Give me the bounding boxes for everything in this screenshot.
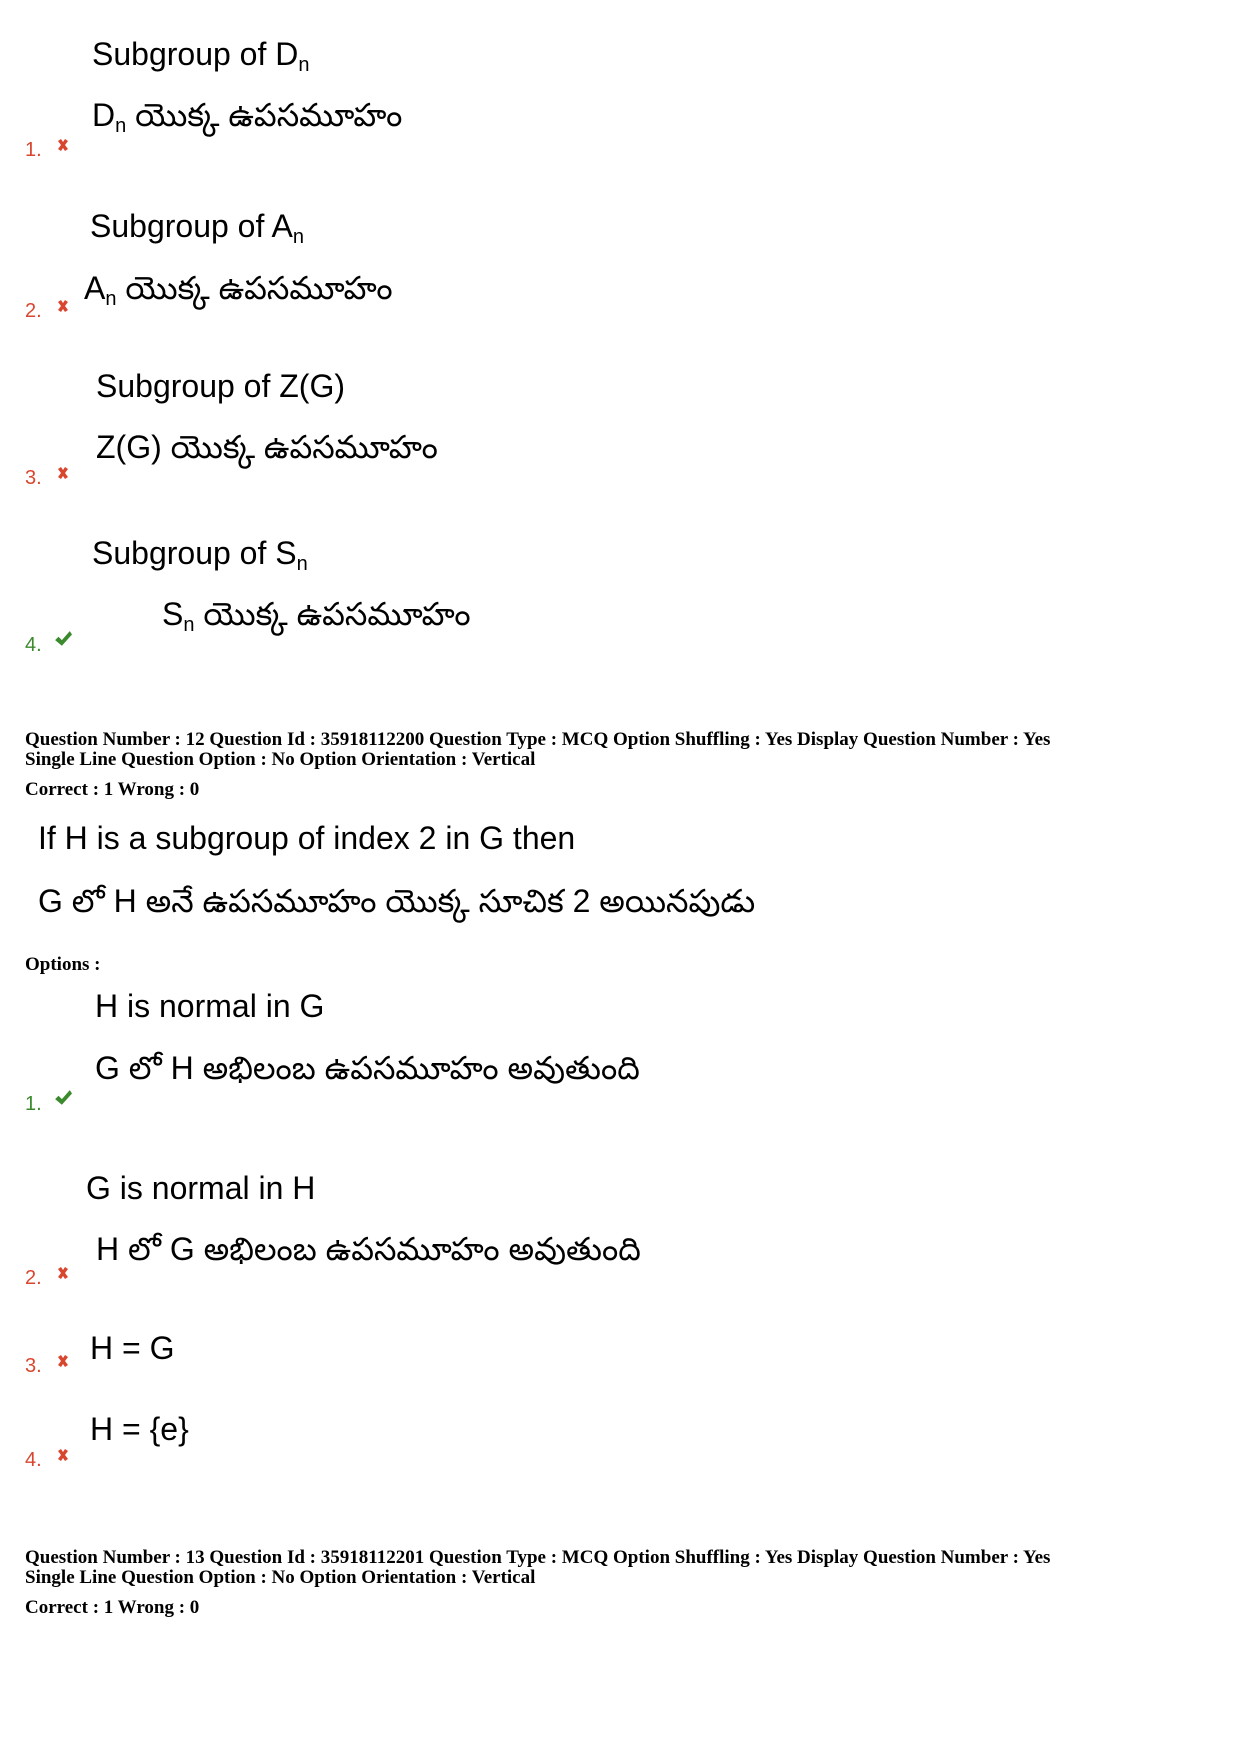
- cross-icon: [55, 1447, 71, 1463]
- prev-option-1-number: 1.: [25, 139, 42, 161]
- q13-marks: Correct : 1 Wrong : 0: [25, 1597, 200, 1618]
- cross-icon: [55, 1265, 71, 1281]
- check-icon: [52, 630, 74, 648]
- cross-icon: [55, 298, 71, 314]
- prev-option-2-number: 2.: [25, 300, 42, 322]
- q12-option-3-en: H = G: [90, 1330, 175, 1366]
- prev-option-4-number: 4.: [25, 634, 42, 656]
- q12-marks: Correct : 1 Wrong : 0: [25, 779, 200, 800]
- q12-option-2-te: H లో G అభిలంబ ఉపసమూహం అవుతుంది: [96, 1231, 641, 1267]
- prev-option-1-te: $D_n$ యొక్క ఉపసమూహం: [92, 97, 403, 137]
- prev-option-1-en: Subgroup of $D_n$: [92, 36, 310, 76]
- q12-option-1-number: 1.: [25, 1093, 42, 1115]
- q12-options-label: Options :: [25, 954, 101, 975]
- q12-option-4-number: 4.: [25, 1449, 42, 1471]
- prev-option-4-en: Subgroup of $S_n$: [92, 535, 308, 575]
- q12-meta-line-1: Question Number : 12 Question Id : 35918112200 Question Type : MCQ Option Shuffling : Yes Display Question Number : Yes: [25, 729, 1051, 750]
- prev-option-3-te: Z(G) యొక్క ఉపసమూహం: [96, 429, 438, 465]
- q12-question-en: If H is a subgroup of index 2 in G then: [38, 820, 576, 856]
- prev-option-3-number: 3.: [25, 467, 42, 489]
- prev-option-4-te: $S_n$ యొక్క ఉపసమూహం: [162, 596, 471, 636]
- cross-icon: [55, 137, 71, 153]
- q12-option-1-te: G లో H అభిలంబ ఉపసమూహం అవుతుంది: [95, 1050, 640, 1086]
- q12-question-te: G లో H అనే ఉపసమూహం యొక్క సూచిక 2 అయినపుడు: [38, 883, 756, 919]
- prev-option-3-en: Subgroup of Z(G): [96, 368, 345, 404]
- prev-option-2-en: Subgroup of $A_n$: [90, 208, 304, 248]
- q12-option-2-en: G is normal in H: [86, 1170, 316, 1206]
- q13-meta-line-1: Question Number : 13 Question Id : 35918112201 Question Type : MCQ Option Shuffling : Yes Display Question Number : Yes: [25, 1547, 1051, 1568]
- check-icon: [52, 1089, 74, 1107]
- prev-option-2-te: $A_n$ యొక్క ఉపసమూహం: [84, 270, 393, 310]
- q12-option-1-en: H is normal in G: [95, 988, 325, 1024]
- q12-meta-line-2: Single Line Question Option : No Option Orientation : Vertical: [25, 749, 536, 770]
- q12-option-4-en: H = {e}: [90, 1411, 189, 1447]
- q12-option-2-number: 2.: [25, 1267, 42, 1289]
- q12-option-3-number: 3.: [25, 1355, 42, 1377]
- cross-icon: [55, 1353, 71, 1369]
- cross-icon: [55, 465, 71, 481]
- q13-meta-line-2: Single Line Question Option : No Option Orientation : Vertical: [25, 1567, 536, 1588]
